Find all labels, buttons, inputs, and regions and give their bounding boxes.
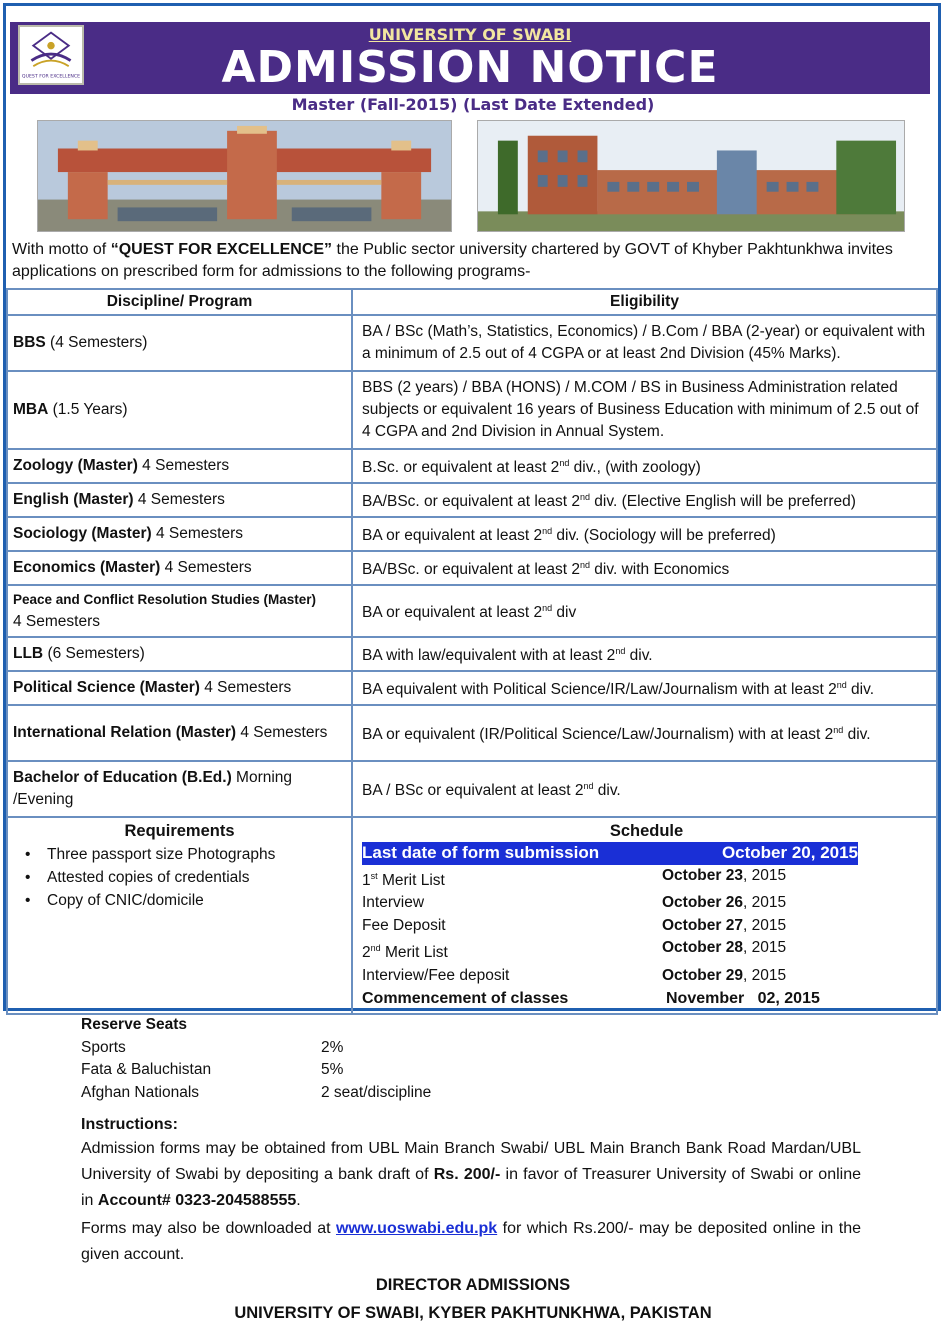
reserve-row: Afghan Nationals 2 seat/discipline [81, 1083, 432, 1101]
deadline-highlight: Last date of form submission October 20, 2015 [362, 842, 858, 865]
account-number: Account# 0323-204588555 [97, 1192, 297, 1209]
svg-text:QUEST FOR EXCELLENCE: QUEST FOR EXCELLENCE [21, 74, 81, 80]
campus-building-photo [477, 120, 905, 232]
instructions-title: Instructions: [81, 1116, 178, 1133]
table-row: Economics (Master) 4 Semesters BA/BSc. or equivalent at least 2nd div. with Economics [7, 551, 937, 585]
col-header-eligibility: Eligibility [352, 289, 937, 315]
table-row: International Relation (Master) 4 Semesters BA or equivalent (IR/Political Science/Law/Journalism) with at least 2nd div. [7, 705, 937, 761]
schedule-row: 1st Merit List October 23, 2015 [362, 866, 787, 889]
list-item: • Attested copies of credentials [25, 869, 250, 886]
requirements-title: Requirements [124, 822, 235, 840]
page-subtitle: Master (Fall-2015) (Last Date Extended) [291, 95, 655, 114]
reserve-title: Reserve Seats [81, 1016, 187, 1033]
list-item: • Copy of CNIC/domicile [25, 892, 204, 909]
instructions-paragraph: Admission forms may be obtained from UBL Main Branch Swabi/ UBL Main Branch Bank Road Mardan/UBL University of Swabi by depositing a bank draft of Rs. 200/- in favor of Treasurer University of Swabi or online in Account# 0323-204588555. [81, 1140, 862, 1209]
list-item: • Three passport size Photographs [25, 846, 276, 863]
signature-org: UNIVERSITY OF SWABI, KYBER PAKHTUNKHWA, PAKISTAN [234, 1304, 712, 1322]
intro-paragraph: With motto of “QUEST FOR EXCELLENCE” the Public sector university chartered by GOVT of Khyber Pakhtunkhwa invites applications on prescribed form for admissions to the following programs- [12, 241, 893, 280]
schedule-row: Interview October 26, 2015 [362, 894, 787, 912]
table-row: Sociology (Master) 4 Semesters BA or equivalent at least 2nd div. (Sociology will be preferred) [7, 517, 937, 551]
campus-gate-photo [37, 120, 452, 232]
table-row: English (Master) 4 Semesters BA/BSc. or equivalent at least 2nd div. (Elective English will be preferred) [7, 483, 937, 517]
table-row: MBA (1.5 Years) BBS (2 years) / BBA (HONS) / M.COM / BS in Business Administration related subjects or equivalent 16 years of Business Education with minimum of 2.5 out of 4 CGPA and 2nd Division in Annual System. [7, 371, 937, 449]
table-row: Zoology (Master) 4 Semesters B.Sc. or equivalent at least 2nd div., (with zoology) [7, 449, 937, 483]
header-banner [10, 22, 930, 94]
page-title: ADMISSION NOTICE [221, 42, 719, 93]
table-row: LLB (6 Semesters) BA with law/equivalent with at least 2nd div. [7, 637, 937, 671]
schedule-row: 2nd Merit List October 28, 2015 [362, 939, 787, 962]
requirements-schedule-row [7, 817, 937, 1014]
table-row: Bachelor of Education (B.Ed.) Morning /Evening BA / BSc or equivalent at least 2nd div. [7, 761, 937, 817]
table-row: BBS (4 Semesters) BA / BSc (Math’s, Statistics, Economics) / B.Com / BBA (2-year) or equivalent with a minimum of 2.5 out of 4 CGPA or at least 2nd Division (45% Marks). [7, 315, 937, 371]
programs-table [6, 288, 938, 1015]
schedule-title: Schedule [609, 822, 684, 840]
instructions [81, 1114, 861, 1268]
table-row: Peace and Conflict Resolution Studies (Master) 4 Semesters BA or equivalent at least 2nd div [7, 585, 937, 637]
download-paragraph: Forms may also be downloaded at www.uoswabi.edu.pk for which Rs.200/- may be deposited online in the given account. [81, 1220, 861, 1263]
col-header-program: Discipline/ Program [7, 289, 352, 315]
commencement-row: Commencement of classes November 02, 2015 [362, 990, 820, 1008]
reserve-row: Sports 2% [81, 1038, 344, 1056]
reserve-seats [81, 1014, 431, 1104]
schedule-row: Interview/Fee deposit October 29, 2015 [362, 966, 787, 984]
table-header-row [7, 289, 937, 315]
table-row: Political Science (Master) 4 Semesters BA equivalent with Political Science/IR/Law/Journalism with at least 2nd div. [7, 671, 937, 705]
signature-title: DIRECTOR ADMISSIONS [375, 1276, 571, 1294]
university-name: UNIVERSITY OF SWABI [368, 25, 572, 44]
website-link[interactable]: www.uoswabi.edu.pk [335, 1220, 498, 1237]
reserve-row: Fata & Baluchistan 5% [81, 1061, 344, 1078]
motto: “QUEST FOR EXCELLENCE” [110, 241, 333, 258]
schedule-row: Fee Deposit October 27, 2015 [362, 916, 787, 934]
schedule-section [352, 817, 937, 1014]
requirements-list [25, 843, 346, 912]
requirements-section [7, 817, 352, 1014]
